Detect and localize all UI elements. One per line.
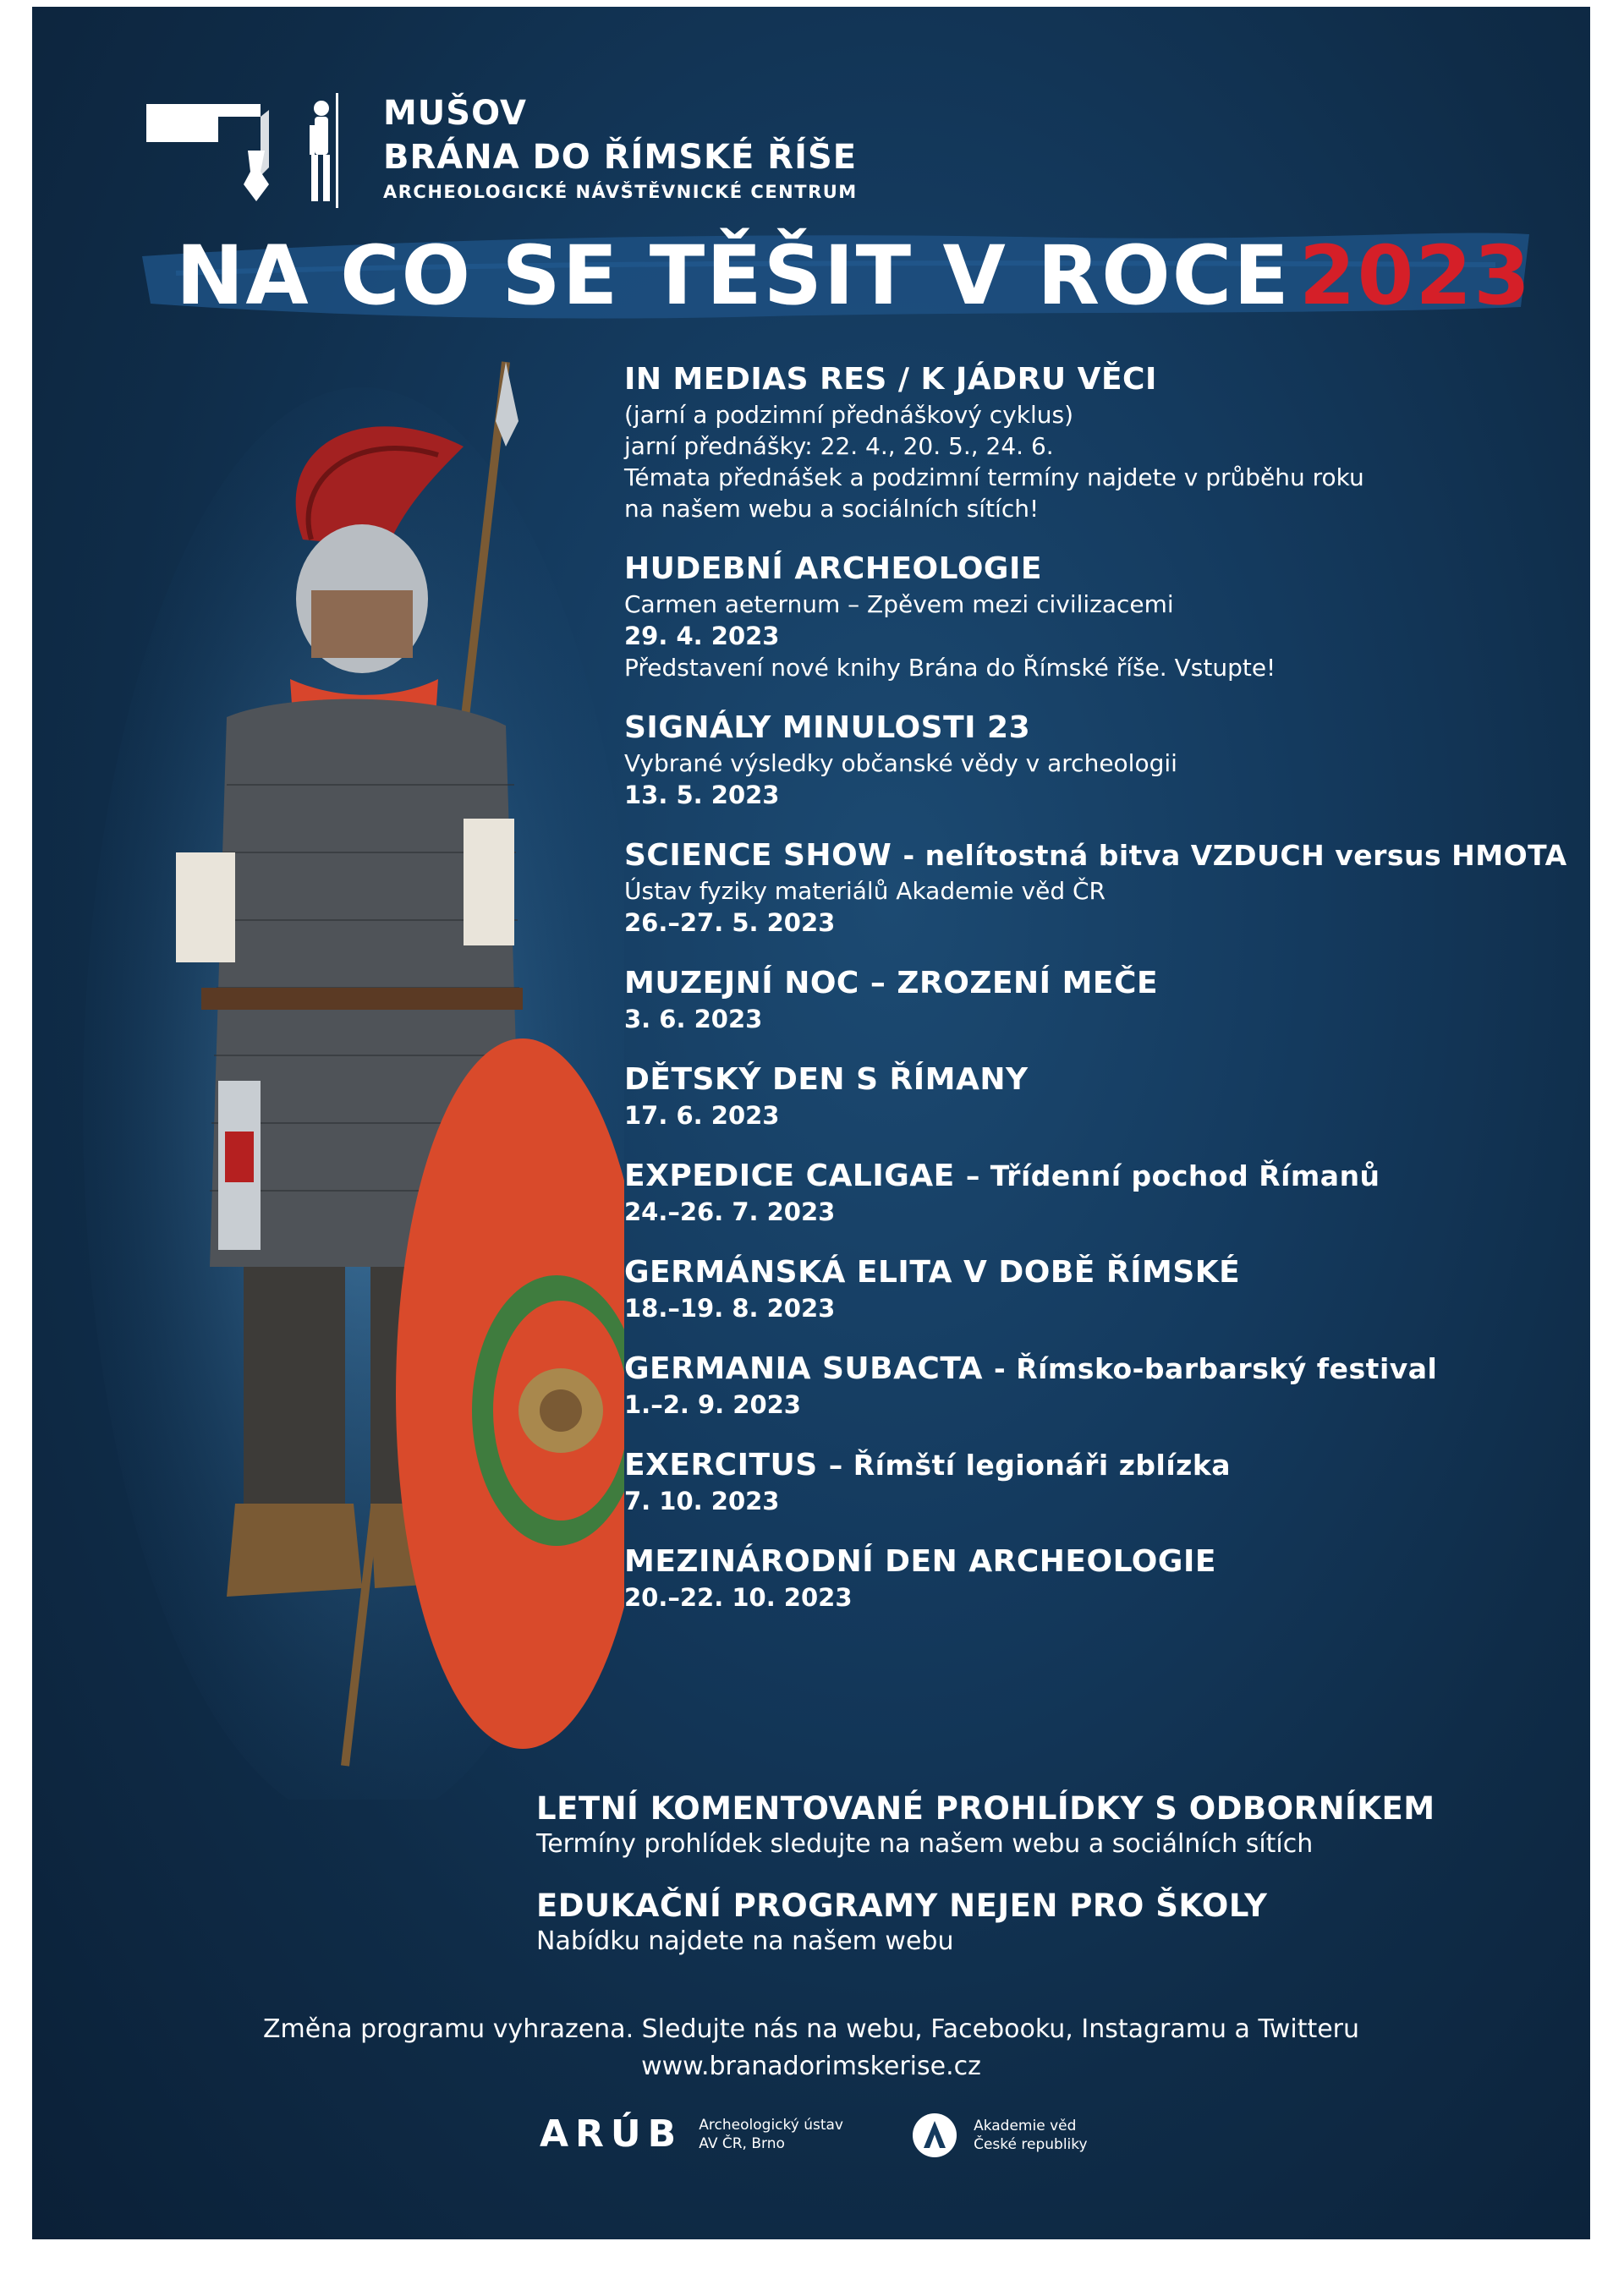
footer-note: Změna programu vyhrazena. Sledujte nás na webu, Facebooku, Instagramu a Twitteru [262,2014,1360,2044]
event-line: Představení nové knihy Brána do Římské říše. Vstupte! [624,654,1276,682]
event-date: 20.–22. 10. 2023 [624,1583,853,1612]
brand-title: BRÁNA DO ŘÍMSKÉ ŘÍŠE [383,138,858,177]
arub-line2: AV ČR, Brno [699,2134,785,2152]
extra-item [536,1887,1551,1957]
event-subtitle: - nelítostná bitva VZDUCH versus HMOTA [903,839,1567,872]
event-item [624,836,1588,939]
event-item [624,964,1588,1035]
event-date: 18.–19. 8. 2023 [624,1294,836,1323]
event-item [624,709,1588,811]
extra-line: Nabídku najdete na našem webu [536,1926,954,1956]
arub-logo [540,2112,843,2156]
musov-logo-icon [142,91,362,210]
event-title: HUDEBNÍ ARCHEOLOGIE [624,551,1042,586]
event-subtitle: – Římští legionáři zblízka [828,1449,1232,1482]
event-list [624,360,1588,1639]
event-date: 24.–26. 7. 2023 [624,1197,836,1226]
event-line: Vybrané výsledky občanské vědy v archeologii [624,749,1177,777]
event-item [624,1350,1588,1421]
extra-title: EDUKAČNÍ PROGRAMY NEJEN PRO ŠKOLY [536,1888,1268,1924]
event-date: 26.–27. 5. 2023 [624,908,836,937]
event-item [624,550,1588,683]
event-subtitle: – Třídenní pochod Římanů [965,1159,1380,1192]
event-item [624,1543,1588,1614]
event-title: GERMANIA SUBACTA - Římsko-barbarský festival [624,1351,1438,1386]
event-title: IN MEDIAS RES / K JÁDRU VĚCI [624,362,1157,397]
event-title: SCIENCE SHOW - nelítostná bitva VZDUCH versus HMOTA [624,838,1567,873]
extra-list [536,1789,1551,1984]
page-title [176,228,1532,323]
brand-text [383,91,858,205]
event-line: jarní přednášky: 22. 4., 20. 5., 24. 6. [624,432,1054,460]
av-text [974,2117,1087,2154]
event-date: 3. 6. 2023 [624,1005,763,1033]
extra-title: LETNÍ KOMENTOVANÉ PROHLÍDKY S ODBORNÍKEM [536,1790,1435,1827]
poster [32,7,1590,2239]
event-date: 1.–2. 9. 2023 [624,1390,801,1419]
extra-item [536,1789,1551,1860]
brand-name: MUŠOV [383,94,527,133]
event-item [624,1060,1588,1132]
headline-year: 2023 [1298,228,1532,323]
event-title: SIGNÁLY MINULOSTI 23 [624,710,1031,745]
footer [32,2011,1590,2085]
av-line1: Akademie věd [974,2118,1077,2134]
event-item [624,1446,1588,1517]
brand-subtitle: ARCHEOLOGICKÉ NÁVŠTĚVNICKÉ CENTRUM [383,182,858,202]
event-date: 13. 5. 2023 [624,781,780,809]
website-link[interactable]: www.branadorimskerise.cz [641,2052,981,2081]
av-line2: České republiky [974,2136,1088,2153]
arub-mark: ARÚB [540,2112,683,2156]
headline-text: NA CO SE TĚŠIT V ROCE [176,228,1291,323]
event-title: GERMÁNSKÁ ELITA V DOBĚ ŘÍMSKÉ [624,1255,1241,1290]
event-title: MUZEJNÍ NOC – ZROZENÍ MEČE [624,966,1159,1000]
event-line: na našem webu a sociálních sítích! [624,495,1040,523]
event-title: MEZINÁRODNÍ DEN ARCHEOLOGIE [624,1544,1216,1579]
event-title: DĚTSKÝ DEN S ŘÍMANY [624,1062,1029,1097]
extra-line: Termíny prohlídek sledujte na našem webu a sociálních sítích [536,1829,1314,1859]
event-title: EXPEDICE CALIGAE – Třídenní pochod Římanů [624,1159,1380,1193]
av-logo [912,2112,1088,2158]
event-line: Carmen aeternum – Zpěvem mezi civilizacemi [624,590,1174,618]
event-item [624,360,1588,524]
event-subtitle: - Římsko-barbarský festival [994,1352,1438,1385]
event-item [624,1157,1588,1228]
event-date: 7. 10. 2023 [624,1487,780,1515]
event-item [624,1253,1588,1324]
roman-soldier-illustration [83,345,624,1800]
arub-text [699,2116,843,2153]
event-date: 17. 6. 2023 [624,1101,780,1130]
event-date: 29. 4. 2023 [624,622,780,650]
academy-icon [912,2112,957,2158]
event-line: Témata přednášek a podzimní termíny najdete v průběhu roku [624,463,1364,491]
event-line: Ústav fyziky materiálů Akademie věd ČR [624,877,1106,905]
event-title: EXERCITUS – Římští legionáři zblízka [624,1448,1232,1482]
arub-line1: Archeologický ústav [699,2116,843,2134]
event-line: (jarní a podzimní přednáškový cyklus) [624,401,1073,429]
